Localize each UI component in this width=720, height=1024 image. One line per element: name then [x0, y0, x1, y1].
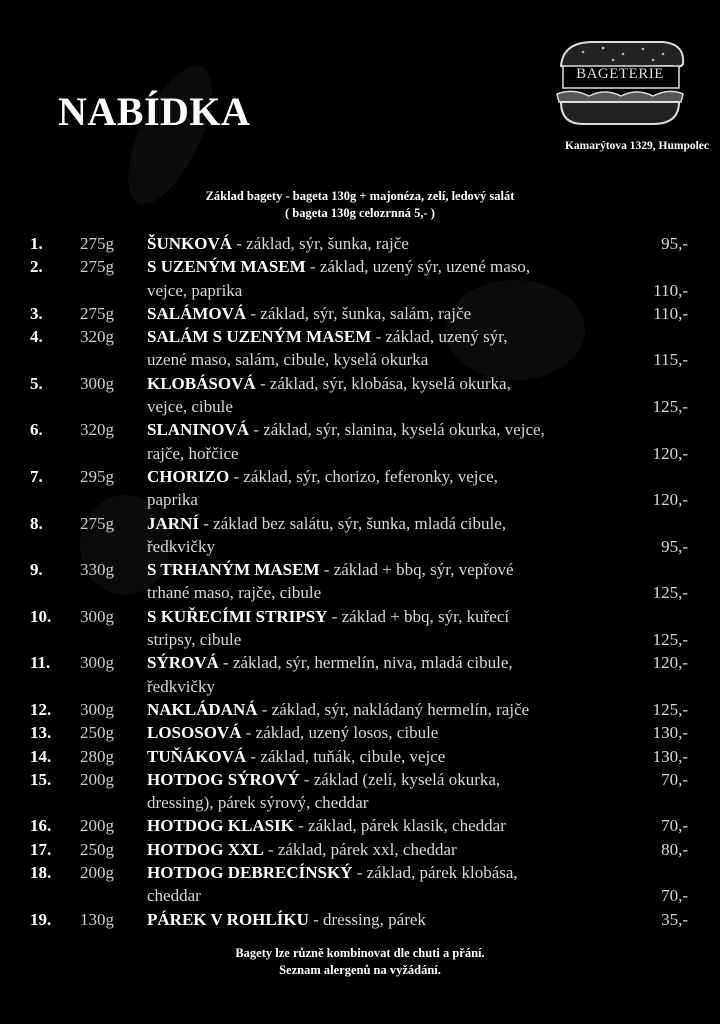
menu-item-continuation: [0, 442, 720, 465]
menu-item: [0, 255, 720, 278]
item-description: - základ, párek xxl, cheddar: [263, 839, 457, 859]
item-text: [147, 255, 530, 278]
item-name: HOTDOG DEBRECÍNSKÝ: [147, 863, 353, 883]
item-price: 35,-: [661, 909, 688, 929]
item-weight: 250g: [80, 839, 114, 859]
item-description: vejce, paprika: [147, 280, 243, 300]
item-text: [147, 372, 511, 395]
item-text: [147, 814, 506, 837]
item-price: 95,-: [661, 234, 688, 253]
item-number: 4.: [30, 327, 43, 347]
item-number: 5.: [30, 373, 43, 393]
item-number: 11.: [30, 653, 51, 673]
item-weight: 320g: [80, 420, 114, 440]
item-price: 70,-: [661, 886, 688, 906]
item-number: 2.: [30, 257, 43, 277]
menu-item: [0, 558, 720, 581]
item-name: S KUŘECÍMI STRIPSY: [147, 606, 328, 626]
item-price: 95,-: [661, 536, 688, 556]
item-name: KLOBÁSOVÁ: [147, 373, 256, 393]
item-text: [147, 418, 545, 441]
bagetarie-logo: [553, 38, 687, 128]
menu-item: [0, 814, 720, 837]
item-weight: 280g: [80, 746, 114, 766]
item-text: [147, 698, 529, 721]
menu-item-continuation: [0, 791, 720, 814]
item-text: [147, 325, 508, 348]
item-description: - základ, uzený sýr, uzené maso,: [305, 257, 531, 277]
menu-item: [0, 721, 720, 744]
item-price: 110,-: [653, 303, 688, 323]
menu-item: [0, 698, 720, 721]
item-weight: 130g: [80, 909, 114, 929]
item-name: S UZENÝM MASEM: [147, 257, 306, 277]
item-text: [147, 605, 509, 628]
menu-item: [0, 372, 720, 395]
menu-item-continuation: [0, 348, 720, 371]
menu-item-continuation: [0, 675, 720, 698]
item-description: uzené maso, salám, cibule, kyselá okurka: [147, 350, 429, 370]
item-name: SALÁM S UZENÝM MASEM: [147, 327, 372, 347]
item-weight: 275g: [80, 303, 114, 323]
item-description: - dressing, párek: [308, 909, 426, 929]
footer-line: Bagety lze různě kombinovat dle chuti a přání.: [235, 946, 485, 960]
item-number: 7.: [30, 466, 43, 486]
item-price: 80,-: [661, 839, 688, 859]
item-number: 18.: [30, 863, 52, 883]
item-text: [147, 558, 514, 581]
item-weight: 300g: [80, 653, 114, 673]
item-name: NAKLÁDANÁ: [147, 699, 258, 719]
item-weight: 200g: [80, 769, 114, 789]
address: Kamarýtova 1329, Humpolec: [564, 140, 709, 152]
item-name: HOTDOG XXL: [147, 839, 264, 859]
item-weight: 200g: [80, 816, 114, 836]
menu-item: [0, 651, 720, 674]
page-title: NABÍDKA: [58, 89, 251, 134]
item-text: [147, 465, 498, 488]
sandwich-icon: [553, 38, 687, 128]
item-number: 1.: [30, 234, 43, 253]
item-name: SALÁMOVÁ: [147, 303, 247, 323]
item-text: [147, 861, 518, 884]
item-text: [147, 651, 513, 674]
item-weight: 275g: [80, 513, 114, 533]
item-price: 130,-: [652, 723, 688, 743]
item-description: - základ, sýr, šunka, salám, rajče: [246, 303, 472, 323]
item-description: trhané maso, rajče, cibule: [147, 583, 322, 603]
item-text: [147, 512, 506, 535]
item-text: [147, 908, 426, 931]
menu-item-continuation: [0, 488, 720, 511]
item-name: ŠUNKOVÁ: [147, 234, 233, 253]
item-name: TUŇÁKOVÁ: [147, 746, 247, 766]
menu-item: [0, 745, 720, 768]
item-description: ředkvičky: [147, 536, 215, 556]
item-weight: 300g: [80, 699, 114, 719]
item-weight: 200g: [80, 863, 114, 883]
menu-item: [0, 302, 720, 325]
item-name: PÁREK V ROHLÍKU: [147, 909, 309, 929]
item-description: - základ, uzený losos, cibule: [241, 723, 439, 743]
item-number: 8.: [30, 513, 43, 533]
item-description: rajče, hořčice: [147, 443, 239, 463]
item-weight: 300g: [80, 606, 114, 626]
item-text: [147, 721, 438, 744]
item-name: HOTDOG SÝROVÝ: [147, 769, 300, 789]
item-description: stripsy, cibule: [147, 630, 242, 650]
base-line: Základ bagety - bageta 130g + majonéza, zelí, ledový salát: [205, 189, 515, 203]
footer-line: Seznam alergenů na vyžádání.: [279, 963, 441, 977]
menu-item: [0, 861, 720, 884]
menu-item: [0, 418, 720, 441]
item-description: - základ, párek klobása,: [352, 863, 518, 883]
item-description: cheddar: [147, 886, 201, 906]
menu-list: [0, 232, 720, 931]
item-text: [147, 838, 457, 861]
item-text: [147, 232, 409, 255]
item-price: 110,-: [653, 280, 688, 300]
item-price: 120,-: [652, 490, 688, 510]
item-description: - základ, sýr, chorizo, feferonky, vejce,: [229, 466, 498, 486]
item-name: SÝROVÁ: [147, 653, 219, 673]
menu-item: [0, 512, 720, 535]
item-description: - základ + bbq, sýr, kuřecí: [327, 606, 510, 626]
item-description: paprika: [147, 490, 198, 510]
item-price: 125,-: [652, 397, 688, 417]
item-description: - základ, sýr, klobása, kyselá okurka,: [255, 373, 511, 393]
item-description: - základ, tuňák, cibule, vejce: [246, 746, 446, 766]
item-description: - základ, párek klasik, cheddar: [293, 816, 506, 836]
item-number: 6.: [30, 420, 43, 440]
logo-text: BAGETERIE: [576, 66, 664, 82]
item-description: ředkvičky: [147, 676, 215, 696]
item-text: [147, 302, 471, 325]
item-price: 70,-: [661, 769, 688, 789]
item-text: [147, 745, 445, 768]
item-weight: 330g: [80, 560, 114, 580]
item-weight: 295g: [80, 466, 114, 486]
item-name: SLANINOVÁ: [147, 420, 250, 440]
menu-item-continuation: [0, 279, 720, 302]
base-description: [0, 188, 720, 222]
item-price: 125,-: [652, 583, 688, 603]
menu-item: [0, 908, 720, 931]
menu-item: [0, 768, 720, 791]
item-price: 120,-: [652, 653, 688, 673]
item-number: 17.: [30, 839, 52, 859]
footer-note: [0, 945, 720, 979]
item-description: - základ, sýr, nakládaný hermelín, rajče: [257, 699, 530, 719]
item-description: - základ, sýr, slanina, kyselá okurka, vejce,: [249, 420, 545, 440]
menu-item-continuation: [0, 535, 720, 558]
menu-item-continuation: [0, 395, 720, 418]
base-line: ( bageta 130g celozrnná 5,- ): [285, 206, 435, 220]
menu-item-continuation: [0, 628, 720, 651]
menu-item-continuation: [0, 581, 720, 604]
menu-item: [0, 605, 720, 628]
item-number: 12.: [30, 699, 52, 719]
item-price: 120,-: [652, 443, 688, 463]
item-price: 130,-: [652, 746, 688, 766]
item-weight: 275g: [80, 257, 114, 277]
item-name: S TRHANÝM MASEM: [147, 560, 320, 580]
menu-item-continuation: [0, 884, 720, 907]
item-price: 125,-: [652, 699, 688, 719]
item-number: 9.: [30, 560, 43, 580]
item-text: [147, 768, 500, 791]
item-number: 10.: [30, 606, 52, 626]
item-weight: 320g: [80, 327, 114, 347]
menu-item: [0, 465, 720, 488]
item-name: CHORIZO: [147, 466, 230, 486]
item-name: JARNÍ: [147, 513, 199, 533]
item-number: 15.: [30, 769, 52, 789]
item-description: - základ, sýr, hermelín, niva, mladá cibule,: [218, 653, 513, 673]
item-weight: 300g: [80, 373, 114, 393]
item-price: 70,-: [661, 816, 688, 836]
item-price: 115,-: [653, 350, 688, 370]
item-name: HOTDOG KLASIK: [147, 816, 294, 836]
item-weight: 250g: [80, 723, 114, 743]
menu-item: [0, 838, 720, 861]
item-description: - základ + bbq, sýr, vepřové: [319, 560, 514, 580]
item-description: - základ, sýr, šunka, rajče: [232, 234, 409, 253]
menu-item: [0, 325, 720, 348]
item-description: - základ, uzený sýr,: [371, 327, 508, 347]
item-description: - základ bez salátu, sýr, šunka, mladá cibule,: [198, 513, 507, 533]
item-price: 125,-: [652, 630, 688, 650]
item-number: 19.: [30, 909, 52, 929]
item-name: LOSOSOVÁ: [147, 723, 242, 743]
item-number: 3.: [30, 303, 43, 323]
menu-item: [0, 232, 720, 255]
item-number: 14.: [30, 746, 52, 766]
item-number: 16.: [30, 816, 52, 836]
item-description: vejce, cibule: [147, 397, 233, 417]
item-description: - základ (zelí, kyselá okurka,: [299, 769, 501, 789]
item-weight: 275g: [80, 234, 114, 253]
item-number: 13.: [30, 723, 52, 743]
item-description: dressing), párek sýrový, cheddar: [147, 793, 369, 813]
